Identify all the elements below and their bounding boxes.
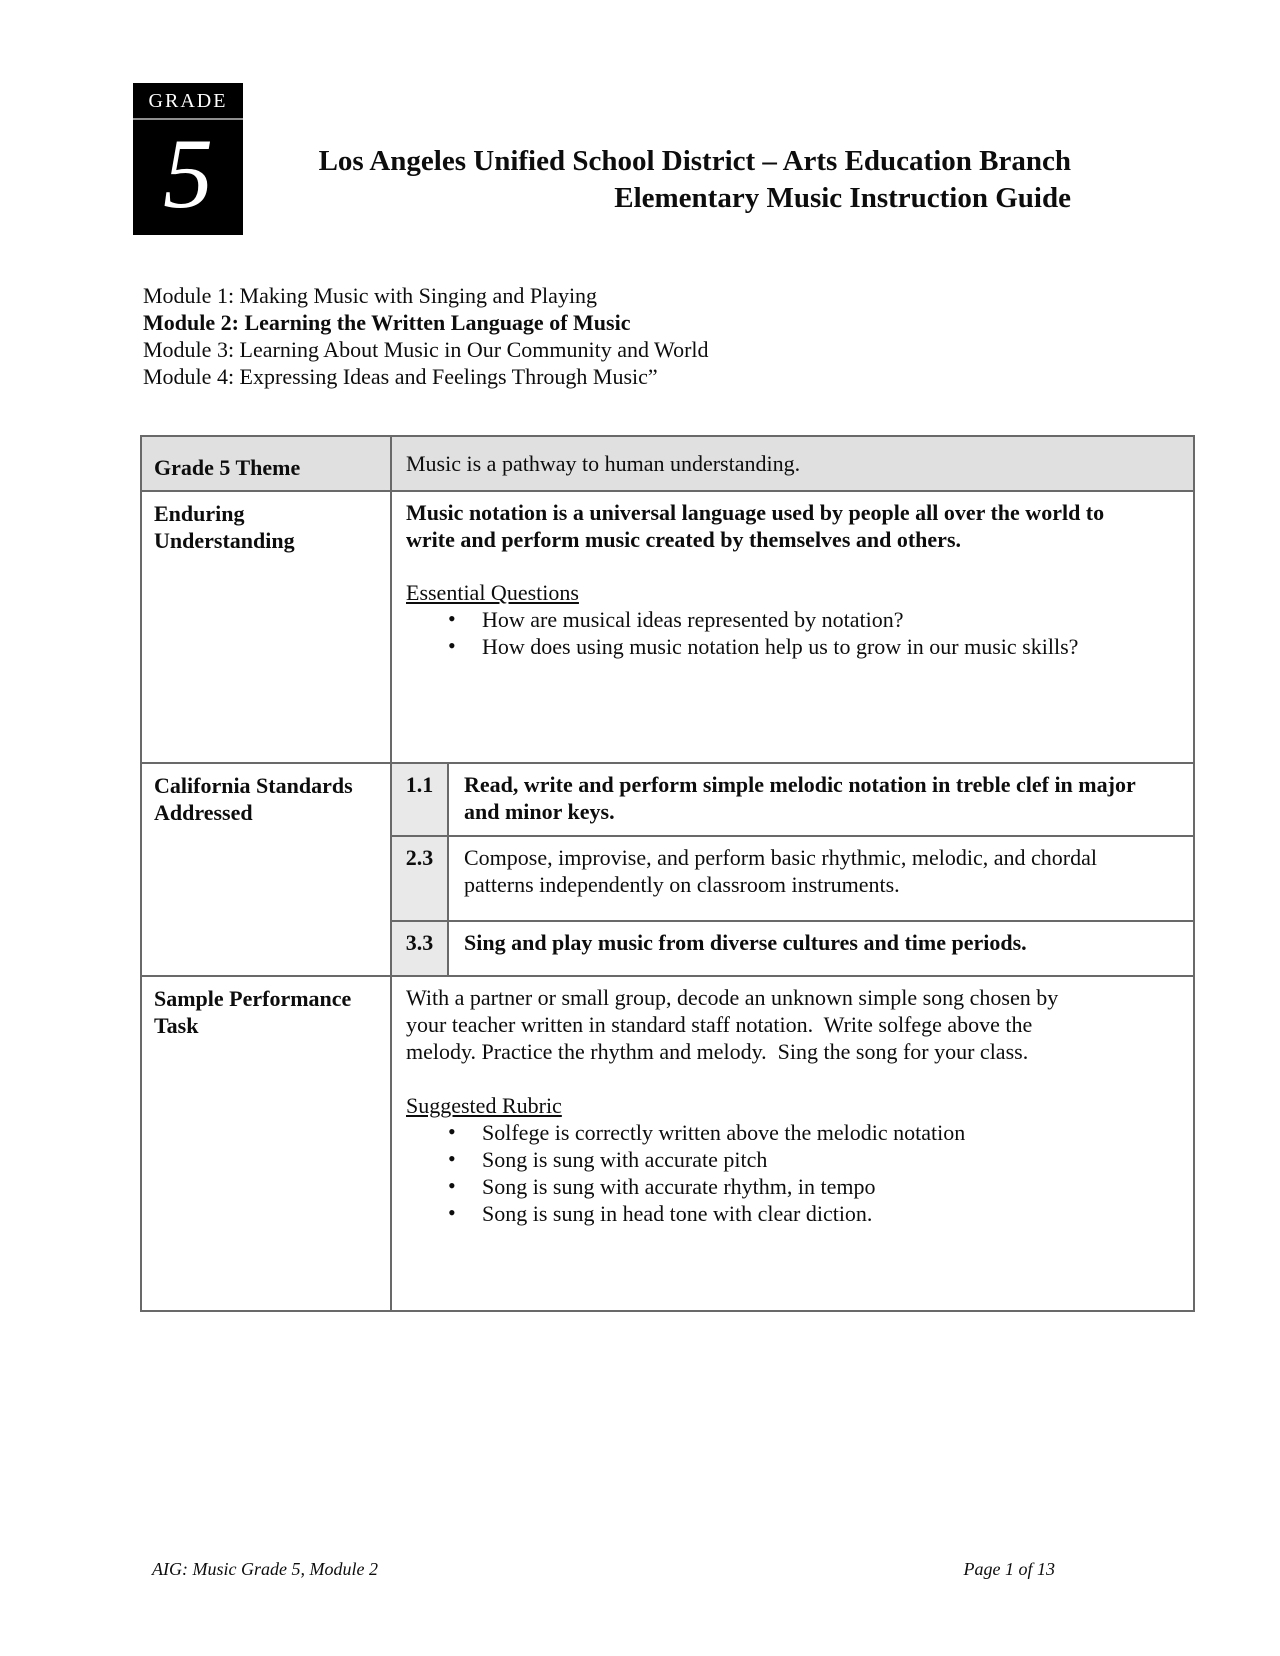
rubric-item-text: Song is sung with accurate pitch xyxy=(482,1147,768,1172)
footer-document-name: AIG: Music Grade 5, Module 2 xyxy=(152,1559,378,1579)
standard-text: Sing and play music from diverse cultures and time periods. xyxy=(448,921,1194,976)
enduring-label: Enduring Understanding xyxy=(141,491,391,763)
standard-text: Read, write and perform simple melodic notation in treble clef in major and minor keys. xyxy=(448,763,1194,836)
essential-question-item xyxy=(406,606,1185,633)
title-line-1: Los Angeles Unified School District – Arts Education Branch xyxy=(318,145,1071,177)
instruction-guide-table xyxy=(140,435,1195,1312)
footer-page-number: Page 1 of 13 xyxy=(963,1559,1055,1579)
rubric-item xyxy=(406,1119,1185,1146)
title-line-2: Elementary Music Instruction Guide xyxy=(614,182,1071,214)
essential-question-text: How are musical ideas represented by notation? xyxy=(482,607,904,632)
bullet-icon: • xyxy=(448,1146,456,1171)
essential-questions-heading: Essential Questions xyxy=(406,580,579,605)
table-row-standard-1 xyxy=(141,763,1194,836)
bullet-icon: • xyxy=(448,1119,456,1144)
enduring-statement: Music notation is a universal language used by people all over the world to write and perform music created by themselves and others. xyxy=(406,500,1105,552)
standard-code: 3.3 xyxy=(391,921,448,976)
module-list xyxy=(143,282,709,390)
theme-value: Music is a pathway to human understanding. xyxy=(391,436,1194,491)
grade-badge-number: 5 xyxy=(163,118,213,229)
standard-code: 2.3 xyxy=(391,836,448,921)
table-row-enduring-understanding xyxy=(141,491,1194,763)
module-item-4: Module 4: Expressing Ideas and Feelings Through Music” xyxy=(143,364,658,389)
bullet-icon: • xyxy=(448,633,456,658)
bullet-icon: • xyxy=(448,1173,456,1198)
sample-task-label: Sample Performance Task xyxy=(141,976,391,1311)
table-row-sample-performance-task xyxy=(141,976,1194,1311)
rubric-item-text: Song is sung in head tone with clear diction. xyxy=(482,1201,873,1226)
rubric-item xyxy=(406,1200,1185,1227)
rubric-item-text: Song is sung with accurate rhythm, in tempo xyxy=(482,1174,876,1199)
rubric-item xyxy=(406,1173,1185,1200)
module-item-2-current: Module 2: Learning the Written Language of Music xyxy=(143,310,631,335)
document-title xyxy=(243,143,1071,217)
module-item-3: Module 3: Learning About Music in Our Community and World xyxy=(143,337,709,362)
theme-label: Grade 5 Theme xyxy=(141,436,391,491)
essential-question-item xyxy=(406,633,1185,660)
suggested-rubric-heading: Suggested Rubric xyxy=(406,1093,562,1118)
grade-badge-label: GRADE xyxy=(133,83,243,120)
sample-task-description: With a partner or small group, decode an unknown simple song chosen by your teacher written in standard staff notation. Write solfege above the melody. Practice the rhythm and melody. Sing the song for your class. xyxy=(406,985,1064,1064)
grade-badge xyxy=(133,83,243,235)
enduring-content xyxy=(391,491,1194,763)
table-row-theme xyxy=(141,436,1194,491)
module-item-1: Module 1: Making Music with Singing and Playing xyxy=(143,283,598,308)
rubric-item-text: Solfege is correctly written above the melodic notation xyxy=(482,1120,966,1145)
rubric-item xyxy=(406,1146,1185,1173)
essential-question-text: How does using music notation help us to grow in our music skills? xyxy=(482,634,1079,659)
standards-label: California Standards Addressed xyxy=(141,763,391,976)
standard-text: Compose, improvise, and perform basic rhythmic, melodic, and chordal patterns independently on classroom instruments. xyxy=(448,836,1194,921)
bullet-icon: • xyxy=(448,606,456,631)
standard-code: 1.1 xyxy=(391,763,448,836)
bullet-icon: • xyxy=(448,1200,456,1225)
sample-task-content xyxy=(391,976,1194,1311)
